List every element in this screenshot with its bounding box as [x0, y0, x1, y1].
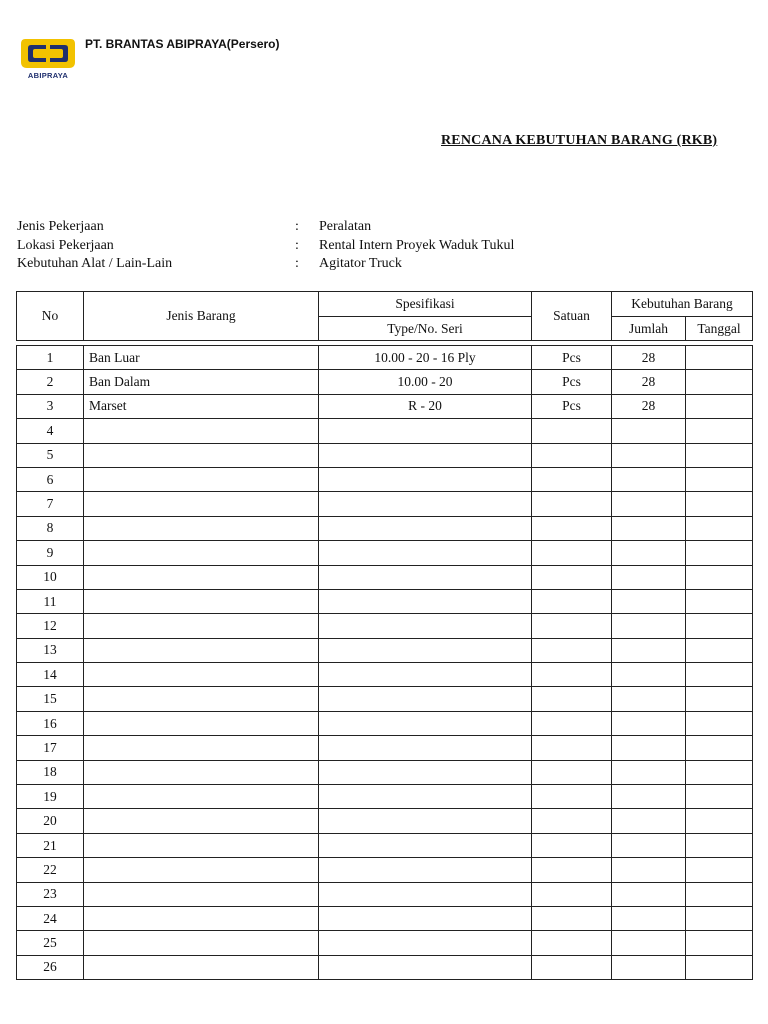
table-row [17, 833, 753, 857]
cell-jumlah [612, 833, 686, 857]
cell-no: 8 [17, 516, 84, 540]
info-label: Jenis Pekerjaan [17, 219, 104, 234]
cell-jenis-barang [84, 541, 319, 565]
table-row [17, 687, 753, 711]
cell-no: 11 [17, 589, 84, 613]
table-row [17, 882, 753, 906]
table-row [17, 492, 753, 516]
cell-satuan [532, 589, 612, 613]
table-row [17, 589, 753, 613]
header-jumlah: Jumlah [612, 317, 686, 341]
cell-tanggal [686, 931, 753, 955]
header-kebutuhan-barang: Kebutuhan Barang [612, 292, 753, 317]
cell-no: 26 [17, 955, 84, 979]
cell-tanggal [686, 419, 753, 443]
items-table [16, 345, 753, 980]
cell-satuan: Pcs [532, 370, 612, 394]
cell-satuan [532, 419, 612, 443]
cell-tanggal [686, 809, 753, 833]
cell-no: 4 [17, 419, 84, 443]
header-jenis-barang: Jenis Barang [84, 292, 319, 341]
cell-jumlah [612, 516, 686, 540]
cell-tanggal [686, 492, 753, 516]
cell-jumlah [612, 541, 686, 565]
cell-jenis-barang [84, 419, 319, 443]
table-row [17, 711, 753, 735]
info-label: Lokasi Pekerjaan [17, 237, 114, 253]
cell-satuan [532, 467, 612, 491]
cell-no: 10 [17, 565, 84, 589]
cell-jumlah [612, 589, 686, 613]
cell-no: 23 [17, 882, 84, 906]
header-type-no-seri: Type/No. Seri [319, 317, 532, 341]
info-row-jenis-pekerjaan [17, 218, 577, 237]
info-colon: : [295, 256, 299, 271]
cell-spesifikasi: R - 20 [319, 394, 532, 418]
cell-spesifikasi [319, 931, 532, 955]
cell-jumlah [612, 955, 686, 979]
cell-tanggal [686, 541, 753, 565]
cell-jenis-barang [84, 785, 319, 809]
cell-spesifikasi [319, 565, 532, 589]
cell-jumlah [612, 638, 686, 662]
cell-spesifikasi [319, 858, 532, 882]
cell-jenis-barang: Marset [84, 394, 319, 418]
cell-satuan [532, 760, 612, 784]
cell-no: 19 [17, 785, 84, 809]
cell-jenis-barang [84, 589, 319, 613]
cell-tanggal [686, 614, 753, 638]
table-row [17, 858, 753, 882]
table-row [17, 419, 753, 443]
cell-spesifikasi [319, 614, 532, 638]
company-name: PT. BRANTAS ABIPRAYA(Persero) [85, 37, 280, 51]
table-row [17, 516, 753, 540]
cell-jenis-barang [84, 638, 319, 662]
cell-jenis-barang [84, 565, 319, 589]
cell-jenis-barang [84, 711, 319, 735]
cell-jenis-barang [84, 467, 319, 491]
cell-no: 22 [17, 858, 84, 882]
cell-spesifikasi [319, 833, 532, 857]
info-row-kebutuhan-alat [17, 255, 577, 274]
cell-no: 21 [17, 833, 84, 857]
table-row [17, 760, 753, 784]
cell-satuan [532, 711, 612, 735]
cell-tanggal [686, 955, 753, 979]
cell-jenis-barang [84, 443, 319, 467]
cell-satuan [532, 516, 612, 540]
cell-jenis-barang [84, 614, 319, 638]
cell-no: 15 [17, 687, 84, 711]
table-row [17, 906, 753, 930]
cell-no: 25 [17, 931, 84, 955]
cell-tanggal [686, 443, 753, 467]
cell-jenis-barang [84, 492, 319, 516]
header-satuan: Satuan [532, 292, 612, 341]
cell-jumlah [612, 711, 686, 735]
cell-no: 12 [17, 614, 84, 638]
cell-satuan [532, 833, 612, 857]
cell-spesifikasi [319, 516, 532, 540]
cell-jumlah [612, 492, 686, 516]
project-info [17, 218, 577, 274]
cell-jumlah [612, 663, 686, 687]
cell-jenis-barang [84, 931, 319, 955]
cell-no: 3 [17, 394, 84, 418]
table-row [17, 638, 753, 662]
items-table-body [17, 346, 753, 980]
cell-jumlah [612, 882, 686, 906]
cell-spesifikasi [319, 419, 532, 443]
cell-tanggal [686, 589, 753, 613]
table-row [17, 443, 753, 467]
cell-satuan: Pcs [532, 346, 612, 370]
cell-jumlah [612, 736, 686, 760]
table-row [17, 663, 753, 687]
cell-spesifikasi [319, 760, 532, 784]
cell-satuan [532, 565, 612, 589]
cell-satuan [532, 955, 612, 979]
cell-jenis-barang [84, 516, 319, 540]
cell-satuan [532, 931, 612, 955]
cell-spesifikasi [319, 809, 532, 833]
cell-satuan [532, 882, 612, 906]
cell-spesifikasi [319, 492, 532, 516]
cell-satuan: Pcs [532, 394, 612, 418]
table-row [17, 614, 753, 638]
table-header [16, 291, 753, 341]
cell-satuan [532, 687, 612, 711]
cell-jenis-barang [84, 736, 319, 760]
cell-no: 6 [17, 467, 84, 491]
table-row [17, 809, 753, 833]
cell-jumlah: 28 [612, 346, 686, 370]
table-row [17, 931, 753, 955]
cell-tanggal [686, 785, 753, 809]
cell-tanggal [686, 638, 753, 662]
cell-tanggal [686, 736, 753, 760]
cell-tanggal [686, 760, 753, 784]
cell-spesifikasi [319, 541, 532, 565]
cell-jumlah [612, 614, 686, 638]
cell-jumlah [612, 906, 686, 930]
cell-no: 14 [17, 663, 84, 687]
header-no: No [17, 292, 84, 341]
cell-tanggal [686, 394, 753, 418]
info-label: Kebutuhan Alat / Lain-Lain [17, 256, 173, 271]
info-colon: : [295, 219, 299, 234]
cell-jumlah: 28 [612, 394, 686, 418]
cell-spesifikasi [319, 663, 532, 687]
table-row [17, 394, 753, 418]
cell-no: 13 [17, 638, 84, 662]
cell-satuan [532, 443, 612, 467]
cell-tanggal [686, 516, 753, 540]
table-row [17, 541, 753, 565]
cell-jumlah [612, 858, 686, 882]
cell-satuan [532, 906, 612, 930]
cell-spesifikasi [319, 906, 532, 930]
info-row-lokasi-pekerjaan [17, 237, 577, 256]
cell-jenis-barang [84, 955, 319, 979]
info-colon: : [295, 237, 299, 253]
cell-tanggal [686, 833, 753, 857]
cell-spesifikasi [319, 589, 532, 613]
cell-tanggal [686, 906, 753, 930]
cell-jumlah: 28 [612, 370, 686, 394]
cell-jenis-barang: Ban Luar [84, 346, 319, 370]
cell-satuan [532, 736, 612, 760]
cell-satuan [532, 638, 612, 662]
cell-satuan [532, 492, 612, 516]
header-tanggal: Tanggal [686, 317, 753, 341]
cell-jumlah [612, 443, 686, 467]
cell-tanggal [686, 346, 753, 370]
cell-no: 24 [17, 906, 84, 930]
cell-no: 18 [17, 760, 84, 784]
cell-satuan [532, 614, 612, 638]
cell-spesifikasi [319, 882, 532, 906]
cell-no: 9 [17, 541, 84, 565]
cell-spesifikasi [319, 955, 532, 979]
cell-jumlah [612, 687, 686, 711]
cell-spesifikasi [319, 443, 532, 467]
cell-tanggal [686, 882, 753, 906]
cell-no: 7 [17, 492, 84, 516]
cell-jumlah [612, 467, 686, 491]
cell-jenis-barang: Ban Dalam [84, 370, 319, 394]
cell-jenis-barang [84, 906, 319, 930]
cell-no: 2 [17, 370, 84, 394]
cell-no: 1 [17, 346, 84, 370]
header-spesifikasi: Spesifikasi [319, 292, 532, 317]
cell-no: 20 [17, 809, 84, 833]
cell-jumlah [612, 809, 686, 833]
table-row [17, 467, 753, 491]
cell-jenis-barang [84, 882, 319, 906]
cell-tanggal [686, 711, 753, 735]
cell-spesifikasi [319, 736, 532, 760]
cell-satuan [532, 663, 612, 687]
cell-jenis-barang [84, 858, 319, 882]
cell-tanggal [686, 467, 753, 491]
cell-spesifikasi [319, 638, 532, 662]
cell-spesifikasi: 10.00 - 20 - 16 Ply [319, 346, 532, 370]
cell-jenis-barang [84, 760, 319, 784]
table-row [17, 346, 753, 370]
cell-spesifikasi [319, 785, 532, 809]
cell-no: 5 [17, 443, 84, 467]
cell-satuan [532, 858, 612, 882]
cell-tanggal [686, 858, 753, 882]
logo-wordmark: ABIPRAYA [27, 71, 69, 80]
cell-jumlah [612, 565, 686, 589]
info-value: Rental Intern Proyek Waduk Tukul [319, 237, 515, 253]
info-value: Agitator Truck [319, 256, 402, 271]
cell-satuan [532, 809, 612, 833]
cell-spesifikasi [319, 467, 532, 491]
cell-jumlah [612, 931, 686, 955]
cell-no: 17 [17, 736, 84, 760]
cell-tanggal [686, 370, 753, 394]
cell-jenis-barang [84, 833, 319, 857]
info-value: Peralatan [319, 219, 372, 234]
cell-spesifikasi [319, 711, 532, 735]
cell-jenis-barang [84, 809, 319, 833]
table-row [17, 785, 753, 809]
cell-tanggal [686, 687, 753, 711]
cell-jumlah [612, 760, 686, 784]
cell-tanggal [686, 663, 753, 687]
cell-jumlah [612, 785, 686, 809]
table-row [17, 736, 753, 760]
document-title: RENCANA KEBUTUHAN BARANG (RKB) [441, 133, 718, 148]
table-row [17, 370, 753, 394]
cell-tanggal [686, 565, 753, 589]
cell-spesifikasi: 10.00 - 20 [319, 370, 532, 394]
cell-spesifikasi [319, 687, 532, 711]
cell-jenis-barang [84, 663, 319, 687]
cell-satuan [532, 541, 612, 565]
cell-jumlah [612, 419, 686, 443]
cell-satuan [532, 785, 612, 809]
cell-jenis-barang [84, 687, 319, 711]
table-row [17, 565, 753, 589]
cell-no: 16 [17, 711, 84, 735]
table-row [17, 955, 753, 979]
